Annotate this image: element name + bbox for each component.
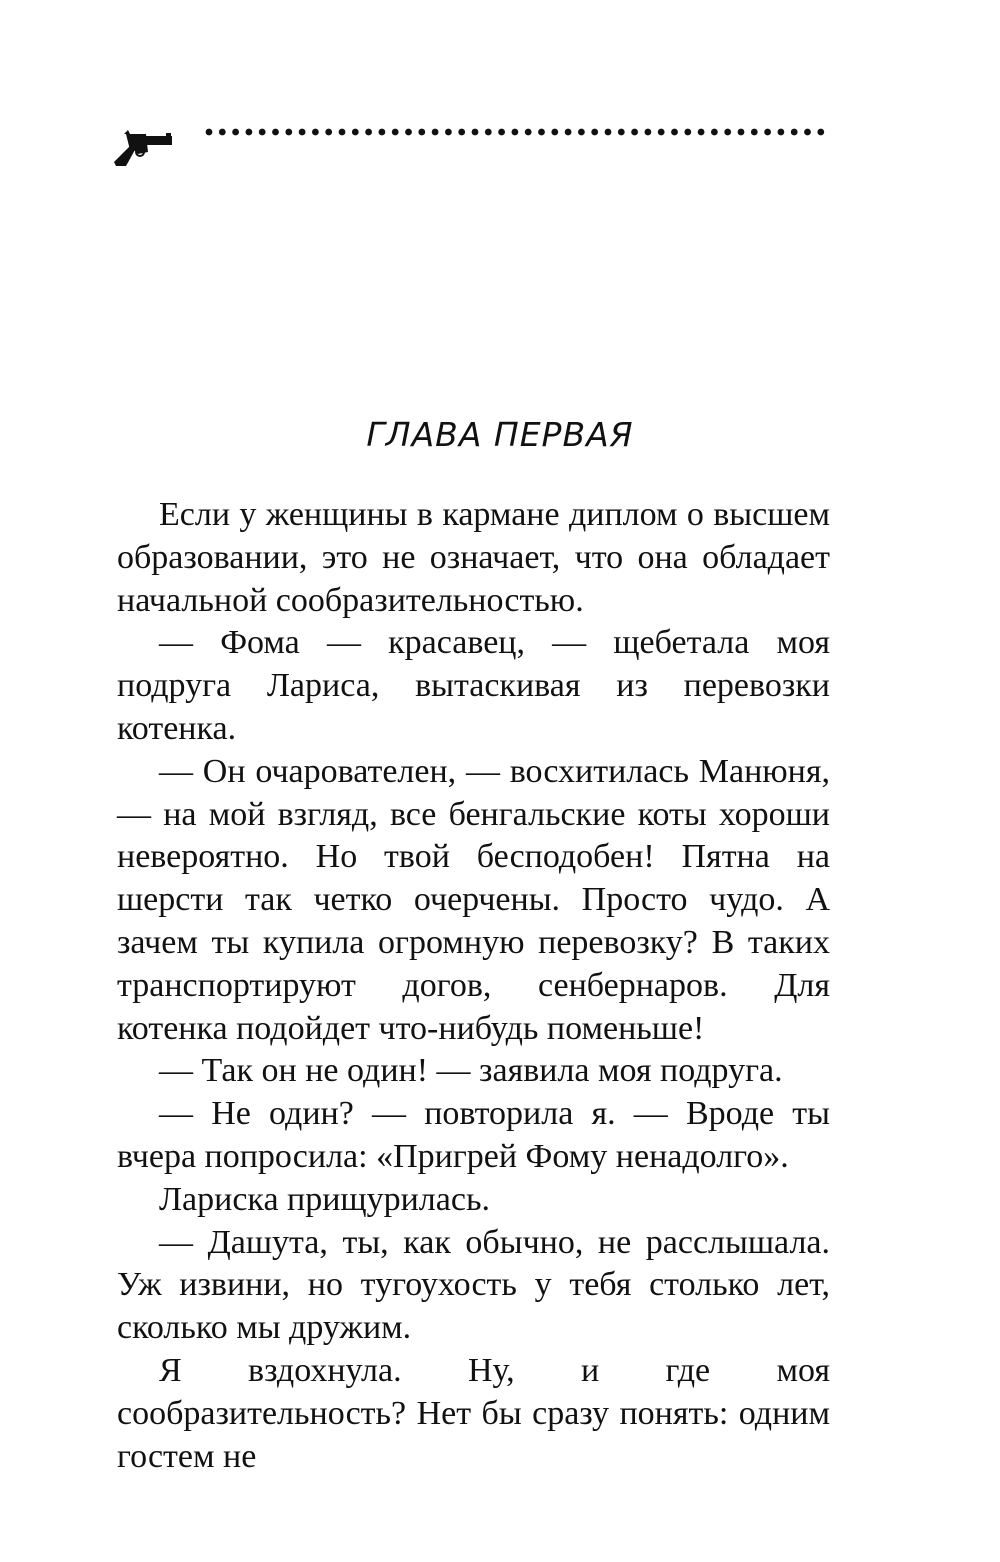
- dot: [631, 129, 638, 136]
- dot: [751, 129, 758, 136]
- dot: [272, 129, 279, 136]
- dot: [512, 129, 519, 136]
- dot: [232, 129, 239, 136]
- dotted-rule: [205, 126, 837, 138]
- dot: [418, 129, 425, 136]
- page-header: [112, 118, 837, 178]
- paragraph: Если у женщины в кармане диплом о высшем образовании, это не означает, что она обладает начальной сообразительностью.: [117, 496, 830, 619]
- paragraph: — Не один? — повторила я. — Вроде ты вчера попросила: «Пригрей Фому ненадолго».: [117, 1095, 830, 1175]
- dot: [485, 129, 492, 136]
- dot: [724, 129, 731, 136]
- paragraph: Я вздохнула. Ну, и где моя сообразительность? Нет бы сразу понять: одним гостем не: [117, 1351, 830, 1475]
- dot: [565, 129, 572, 136]
- dot: [339, 129, 346, 136]
- paragraph: — Фома — красавец, — щебетала моя подруга Лариса, вытаскивая из перевозки котенка.: [117, 624, 830, 747]
- dot: [405, 129, 412, 136]
- revolver-icon: [112, 128, 174, 168]
- dot: [379, 129, 386, 136]
- dot: [711, 129, 718, 136]
- dot: [365, 129, 372, 136]
- dot: [817, 129, 824, 136]
- dot: [458, 129, 465, 136]
- paragraph: — Он очарователен, — восхитилась Манюня, — на мой взгляд, все бенгальские коты хороши невероятно. Но твой бесподобен! Пятна на шерсти так четко очерчены. Просто чудо. А зачем ты купила огромную перевозку? В таких транспортируют догов, сенбернаров. Для котенка подойдет что-нибудь поменьше!: [117, 752, 830, 1047]
- dot: [246, 129, 253, 136]
- dot: [498, 129, 505, 136]
- dot: [219, 129, 226, 136]
- dot: [525, 129, 532, 136]
- dot: [472, 129, 479, 136]
- dot: [299, 129, 306, 136]
- dot: [445, 129, 452, 136]
- chapter-body: [117, 494, 830, 1478]
- dot: [578, 129, 585, 136]
- dot: [684, 129, 691, 136]
- dot: [778, 129, 785, 136]
- dot: [764, 129, 771, 136]
- dot: [698, 129, 705, 136]
- dot: [591, 129, 598, 136]
- dot: [432, 129, 439, 136]
- dot: [352, 129, 359, 136]
- dot: [325, 129, 332, 136]
- dot: [738, 129, 745, 136]
- dot: [259, 129, 266, 136]
- dot: [538, 129, 545, 136]
- dot: [551, 129, 558, 136]
- paragraph: Лариска прищурилась.: [159, 1180, 490, 1218]
- dot: [618, 129, 625, 136]
- dot: [645, 129, 652, 136]
- paragraph: — Дашута, ты, как обычно, не расслышала. Уж извини, но тугоухость у тебя столько лет, сколько мы дружим.: [117, 1223, 830, 1347]
- dot: [392, 129, 399, 136]
- dot: [605, 129, 612, 136]
- paragraph: — Так он не один! — заявила моя подруга.: [159, 1052, 783, 1090]
- dot: [791, 129, 798, 136]
- dot: [671, 129, 678, 136]
- dot: [658, 129, 665, 136]
- dot: [804, 129, 811, 136]
- dot: [312, 129, 319, 136]
- chapter-title: ГЛАВА ПЕРВАЯ: [366, 415, 634, 454]
- dot: [285, 129, 292, 136]
- dot: [206, 129, 213, 136]
